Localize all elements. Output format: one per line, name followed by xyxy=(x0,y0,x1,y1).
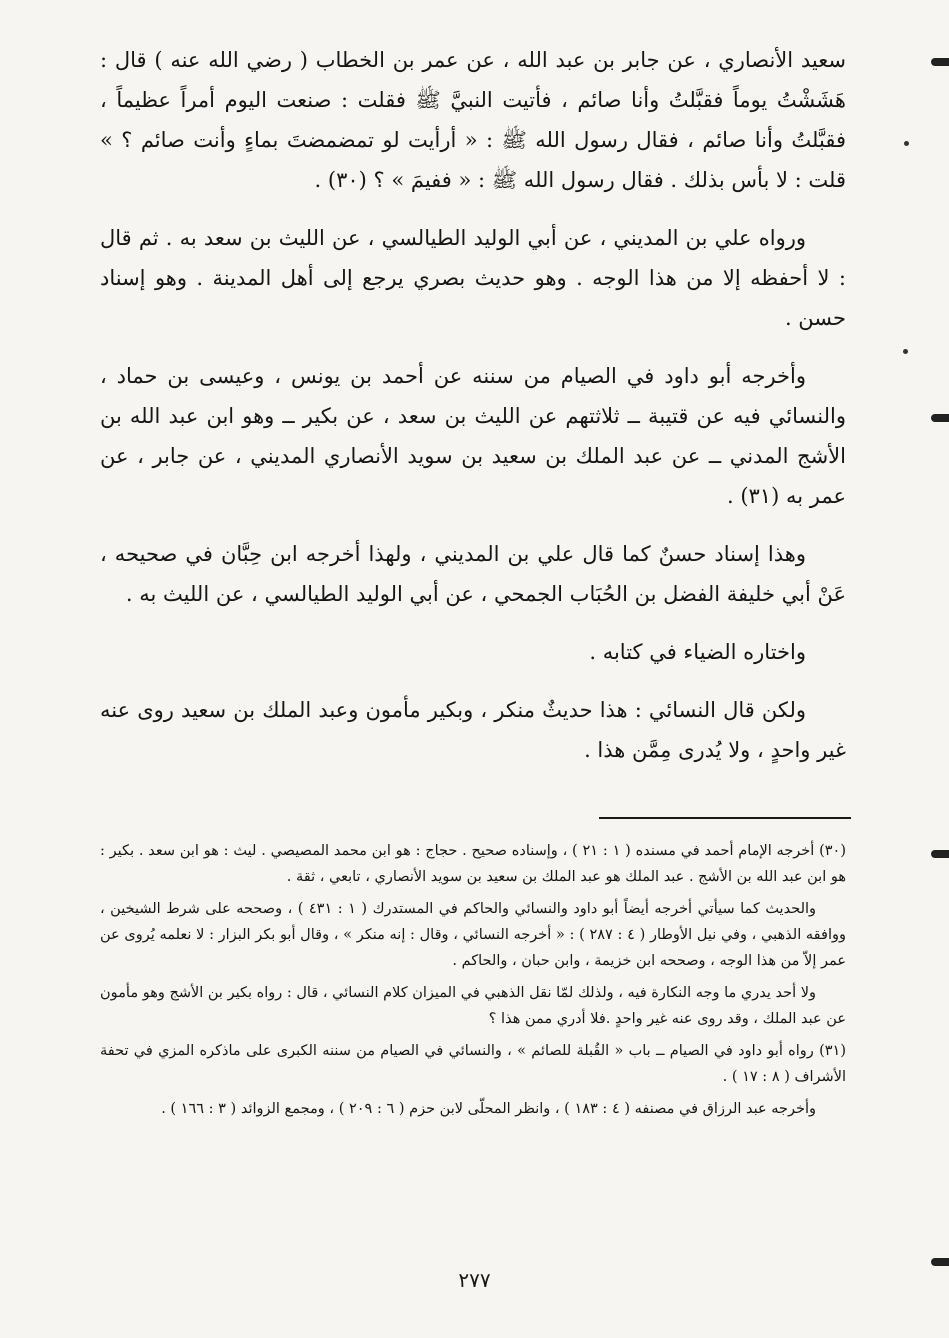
scan-edge-mark xyxy=(931,1258,949,1266)
scan-edge-mark xyxy=(931,414,949,422)
paragraph-3: وأخرجه أبو داود في الصيام من سننه عن أحمد بن يونس ، وعيسى بن حماد ، والنسائي فيه عن قتيبة ــ ثلاثتهم عن الليث بن سعد ، عن بكير ــ وهو ابن عبد الله بن الأشج المدني ــ عن عبد الملك بن سعيد بن سويد الأنصاري المديني ، عن جابر ، عن عمر به (٣١) . xyxy=(100,364,846,508)
paragraph-1: سعيد الأنصاري ، عن جابر بن عبد الله ، عن عمر بن الخطاب ( رضي الله عنه ) قال : هَشَشْتُ يوماً فقبَّلتُ وأنا صائم ، فأتيت النبيَّ ﷺ فقلت : صنعت اليوم أمراً عظيماً ، فقبَّلتُ وأنا صائم ، فقال رسول الله ﷺ : « أرأيت لو تمضمضتَ بماءٍ وأنت صائم ؟ » قلت : لا بأس بذلك . فقال رسول الله ﷺ : « ففيمَ » ؟ (٣٠) . xyxy=(100,48,846,192)
footnotes xyxy=(100,838,846,1128)
footnote-31: (٣١) رواه أبو داود في الصيام ــ باب « القُبلة للصائم » ، والنسائي في الصيام من سننه الكبرى على ماذكره المزي في تحفة الأشراف ( ٨ : ١٧ ) . xyxy=(100,1043,846,1085)
footnote-31-continued: وأخرجه عبد الرزاق في مصنفه ( ٤ : ١٨٣ ) ، وانظر المحلّى لابن حزم ( ٦ : ٢٠٩ ) ، ومجمع الزوائد ( ٣ : ١٦٦ ) . xyxy=(161,1101,816,1117)
page-number: ٢٧٧ xyxy=(458,1268,491,1292)
paragraph-2: ورواه علي بن المديني ، عن أبي الوليد الطيالسي ، عن الليث بن سعد به . ثم قال : لا أحفظه إلا من هذا الوجه . وهو حديث بصري يرجع إلى أهل المدينة . وهو إسناد حسن . xyxy=(100,226,846,330)
scan-edge-mark xyxy=(931,850,949,858)
footnote-30-continued-2: ولا أحد يدري ما وجه النكارة فيه ، ولذلك لمّا نقل الذهبي في الميزان كلام النسائي ، قال : رواه بكير بن الأشج وهو مأمون عن عبد الملك ، وقد روى عنه غير واحدٍ .فلا أدري ممن هذا ؟ xyxy=(100,985,846,1027)
paragraph-6: ولكن قال النسائي : هذا حديثٌ منكر ، وبكير مأمون وعبد الملك بن سعيد روى عنه غير واحدٍ ، ولا يُدرى مِمَّن هذا . xyxy=(100,698,846,762)
footnote-30-continued-1: والحديث كما سيأتي أخرجه أيضاً أبو داود والنسائي والحاكم في المستدرك ( ١ : ٤٣١ ) ، وصححه على شرط الشيخين ، ووافقه الذهبي ، وفي نيل الأوطار ( ٤ : ٢٨٧ ) : « أخرجه النسائي ، وقال : إنه منكر » ، وقال أبو بكر البزار : لا نعلمه يُروى عن عمر إلاّ من هذا الوجه ، وصححه ابن خزيمة ، وابن حبان ، والحاكم . xyxy=(100,901,846,969)
footnote-30: (٣٠) أخرجه الإمام أحمد في مسنده ( ١ : ٢١ ) ، وإسناده صحيح . حجاج : هو ابن محمد المصيصي . ليث : هو ابن سعد . بكير : هو ابن عبد الله بن الأشج . عبد الملك هو عبد الملك بن سعيد بن سويد الأنصاري ، تابعي ، ثقة . xyxy=(100,843,846,885)
scan-speck xyxy=(904,141,909,146)
footnote-separator xyxy=(599,817,851,819)
paragraph-5: واختاره الضياء في كتابه . xyxy=(589,640,806,664)
paragraph-4: وهذا إسناد حسنٌ كما قال علي بن المديني ، ولهذا أخرجه ابن حِبَّان في صحيحه ، عَنْ أبي خليفة الفضل بن الحُبَاب الجمحي ، عن أبي الوليد الطيالسي ، عن الليث به . xyxy=(100,542,846,606)
scan-edge-mark xyxy=(931,58,949,66)
main-text xyxy=(100,40,846,788)
scan-speck xyxy=(903,349,908,354)
